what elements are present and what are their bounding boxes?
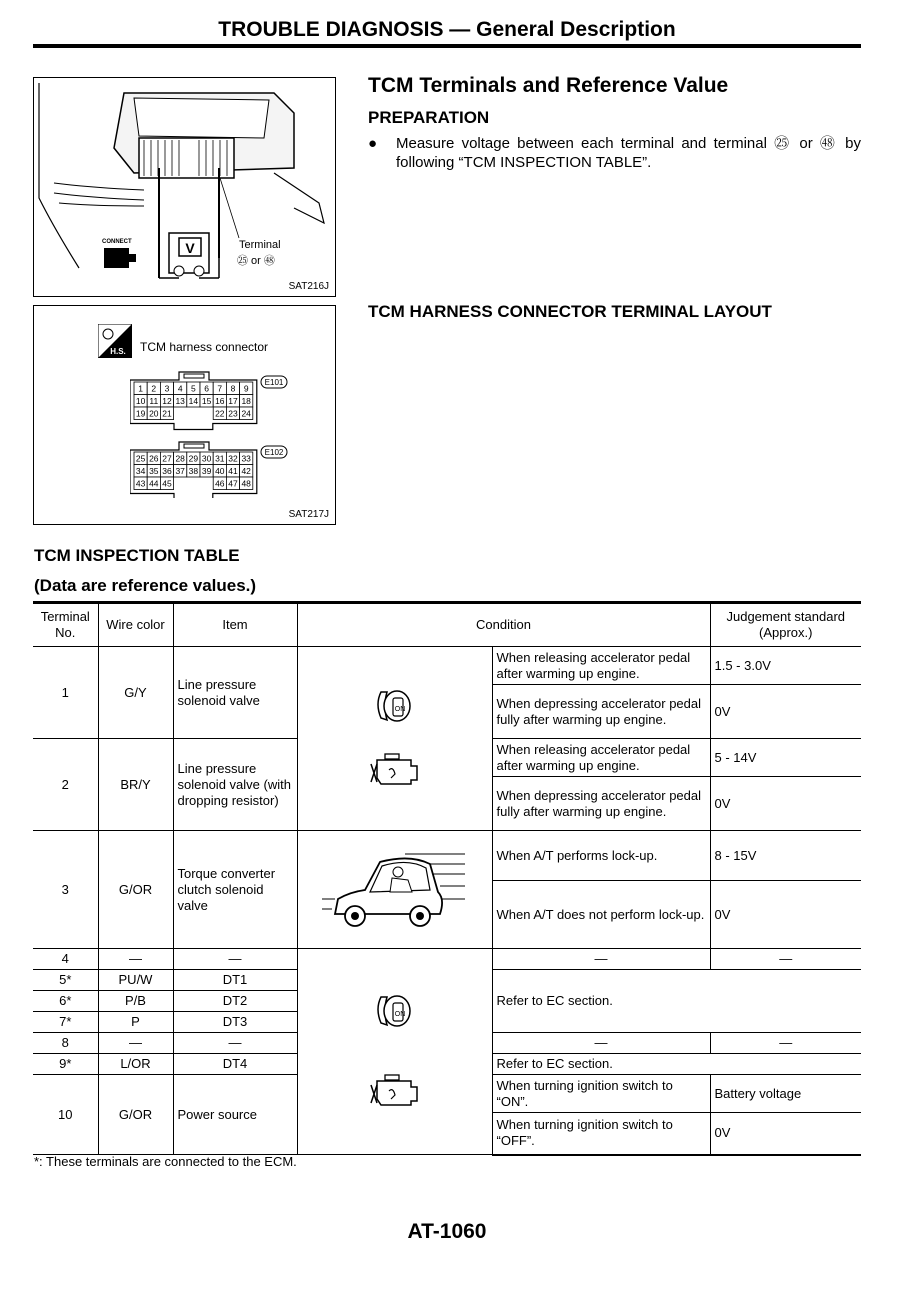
wire-color: L/OR xyxy=(98,1054,173,1075)
terminal-number: 23 xyxy=(228,408,238,419)
wire-color: BR/Y xyxy=(98,739,173,831)
terminal-number: 45 xyxy=(162,478,172,489)
svg-text:E101: E101 xyxy=(264,378,284,387)
terminal-number: 28 xyxy=(175,453,185,464)
terminal-number: 39 xyxy=(201,466,212,476)
wire-color: G/Y xyxy=(98,647,173,739)
terminal-number: 17 xyxy=(228,396,238,406)
judgement: — xyxy=(710,1033,861,1054)
terminal-number: 21 xyxy=(162,408,172,419)
terminal-no: 4 xyxy=(33,949,98,970)
terminal-number: 41 xyxy=(228,466,238,476)
item: DT2 xyxy=(173,991,297,1012)
condition: When releasing accelerator pedal after warming up engine. xyxy=(492,647,710,685)
condition: When turning ignition switch to “ON”. xyxy=(492,1075,710,1113)
svg-text:ON: ON xyxy=(394,705,405,713)
item: — xyxy=(173,949,297,970)
engine-running-icon xyxy=(367,748,423,790)
item: — xyxy=(173,1033,297,1054)
connector-label: TCM harness connector xyxy=(140,340,269,354)
terminal-number: 29 xyxy=(188,453,199,464)
table-row xyxy=(33,831,861,881)
terminal-no: 3 xyxy=(33,831,98,949)
terminal-number: 8 xyxy=(230,383,236,394)
header-item: Item xyxy=(173,603,297,647)
terminal-number: 2 xyxy=(151,383,157,394)
terminal-number: 19 xyxy=(135,408,146,419)
terminal-no: 8 xyxy=(33,1033,98,1054)
judgement: 0V xyxy=(710,777,861,831)
terminal-number: 11 xyxy=(149,396,159,406)
condition: When A/T performs lock-up. xyxy=(492,831,710,881)
connector-latch xyxy=(184,444,204,448)
ignition-key-on-icon xyxy=(373,989,417,1033)
wire-color: G/OR xyxy=(98,831,173,949)
terminal-number: 44 xyxy=(149,478,159,489)
item: Power source xyxy=(173,1075,297,1155)
item: DT1 xyxy=(173,970,297,991)
terminal-number: 26 xyxy=(149,453,159,464)
wire-color: PU/W xyxy=(98,970,173,991)
terminal-number: 31 xyxy=(215,453,225,464)
preparation-heading: PREPARATION xyxy=(368,108,490,127)
figure-connector-layout xyxy=(33,305,336,525)
svg-text:H.S.: H.S. xyxy=(110,347,126,356)
terminal-number: 14 xyxy=(188,396,199,406)
terminal-number: 3 xyxy=(164,383,170,394)
terminal-no: 2 xyxy=(33,739,98,831)
terminal-number: 5 xyxy=(191,383,196,394)
icon-cell xyxy=(297,949,492,1155)
terminal-number: 13 xyxy=(175,396,185,406)
condition: Refer to EC section. xyxy=(492,1054,861,1075)
terminal-number: 24 xyxy=(241,408,251,419)
terminal-number: 10 xyxy=(135,396,146,406)
condition: When depressing accelerator pedal fully after warming up engine. xyxy=(492,685,710,739)
table-title: TCM INSPECTION TABLE xyxy=(34,546,240,565)
connector-e102-badge xyxy=(260,445,290,459)
item: DT3 xyxy=(173,1012,297,1033)
wire-color: G/OR xyxy=(98,1075,173,1155)
terminal-number: 25 xyxy=(135,453,146,464)
svg-text:ON: ON xyxy=(394,1010,405,1018)
footnote: *: These terminals are connected to the ECM. xyxy=(34,1154,297,1169)
terminal-no: 7* xyxy=(33,1012,98,1033)
header-judgement: Judgement standard (Approx.) xyxy=(710,603,861,647)
terminal-number: 42 xyxy=(241,466,251,476)
connector-e101-badge xyxy=(260,375,290,389)
icon-cell xyxy=(297,647,492,831)
terminal-no: 5* xyxy=(33,970,98,991)
judgement: 0V xyxy=(710,881,861,949)
wire-color: — xyxy=(98,1033,173,1054)
judgement: 5 - 14V xyxy=(710,739,861,777)
table-row xyxy=(33,647,861,685)
figure-id: SAT216J xyxy=(288,281,329,292)
figure-tcm-measurement xyxy=(33,77,336,297)
terminal-number: 20 xyxy=(149,408,159,419)
car-driving-icon xyxy=(320,844,470,932)
table-row xyxy=(33,949,861,970)
terminal-number: 7 xyxy=(217,383,223,394)
judgement: — xyxy=(710,949,861,970)
terminal-number: 6 xyxy=(204,383,209,394)
terminal-number: 32 xyxy=(228,453,238,464)
terminal-number: 27 xyxy=(162,453,172,464)
judgement: 0V xyxy=(710,1113,861,1155)
condition: When turning ignition switch to “OFF”. xyxy=(492,1113,710,1155)
terminal-number: 47 xyxy=(228,478,238,489)
header-wire-color: Wire color xyxy=(98,603,173,647)
condition: When depressing accelerator pedal fully after warming up engine. xyxy=(492,777,710,831)
terminal-number: 33 xyxy=(241,453,251,464)
svg-text:E102: E102 xyxy=(264,448,284,457)
item: Torque converter clutch solenoid valve xyxy=(173,831,297,949)
judgement: 1.5 - 3.0V xyxy=(710,647,861,685)
terminal-number: 16 xyxy=(215,396,225,406)
svg-text:V: V xyxy=(185,240,195,256)
svg-text:㉕ or ㊽: ㉕ or ㊽ xyxy=(237,255,275,267)
terminal-number: 34 xyxy=(135,466,146,476)
terminal-number: 40 xyxy=(215,466,225,476)
terminal-no: 9* xyxy=(33,1054,98,1075)
terminal-number: 46 xyxy=(215,478,225,489)
judgement: 0V xyxy=(710,685,861,739)
terminal-no: 6* xyxy=(33,991,98,1012)
page-number: AT-1060 xyxy=(407,1220,487,1243)
bullet-text: Measure voltage between each terminal and terminal ㉕ or ㊽ by following “TCM INSPECTION TABLE”. xyxy=(396,135,861,171)
terminal-number: 22 xyxy=(215,408,225,419)
item: Line pressure solenoid valve (with dropping resistor) xyxy=(173,739,297,831)
connector-latch xyxy=(184,374,204,378)
condition: When A/T does not perform lock-up. xyxy=(492,881,710,949)
condition: When releasing accelerator pedal after warming up engine. xyxy=(492,739,710,777)
layout-heading: TCM HARNESS CONNECTOR TERMINAL LAYOUT xyxy=(368,302,772,321)
condition: — xyxy=(492,949,710,970)
figure-id: SAT217J xyxy=(288,509,329,520)
wire-color: P/B xyxy=(98,991,173,1012)
terminal-number: 15 xyxy=(201,396,212,406)
header-rule xyxy=(33,44,861,48)
hs-icon xyxy=(98,324,132,358)
svg-text:CONNECT: CONNECT xyxy=(102,239,132,245)
terminal-no: 10 xyxy=(33,1075,98,1155)
terminal-number: 4 xyxy=(177,383,183,394)
judgement: Battery voltage xyxy=(710,1075,861,1113)
header-condition: Condition xyxy=(297,603,710,647)
terminal-number: 38 xyxy=(188,466,199,476)
judgement: 8 - 15V xyxy=(710,831,861,881)
engine-running-icon xyxy=(367,1069,423,1111)
table-header-row xyxy=(33,603,861,647)
terminal-no: 1 xyxy=(33,647,98,739)
svg-text:Terminal: Terminal xyxy=(239,239,281,251)
section-title: TCM Terminals and Reference Value xyxy=(368,74,729,97)
terminal-number: 35 xyxy=(149,466,159,476)
bullet-icon: ● xyxy=(368,135,378,152)
wire-color: — xyxy=(98,949,173,970)
terminal-number: 30 xyxy=(201,453,212,464)
condition: — xyxy=(492,1033,710,1054)
terminal-number: 9 xyxy=(243,383,249,394)
terminal-number: 36 xyxy=(162,466,172,476)
inspection-table xyxy=(33,601,861,1156)
terminal-number: 37 xyxy=(175,466,185,476)
table-subtitle: (Data are reference values.) xyxy=(34,576,257,595)
terminal-number: 12 xyxy=(162,396,172,406)
condition: Refer to EC section. xyxy=(492,970,861,1033)
page-header: TROUBLE DIAGNOSIS — General Description xyxy=(218,18,676,41)
wire-color: P xyxy=(98,1012,173,1033)
tcm-measurement-illustration xyxy=(34,78,335,296)
terminal-number: 1 xyxy=(138,383,143,394)
ignition-key-on-icon xyxy=(373,684,417,728)
item: DT4 xyxy=(173,1054,297,1075)
terminal-number: 18 xyxy=(241,396,251,406)
item: Line pressure solenoid valve xyxy=(173,647,297,739)
icon-cell xyxy=(297,831,492,949)
header-terminal: Terminal No. xyxy=(33,603,98,647)
terminal-number: 48 xyxy=(241,478,251,489)
terminal-number: 43 xyxy=(135,478,146,489)
